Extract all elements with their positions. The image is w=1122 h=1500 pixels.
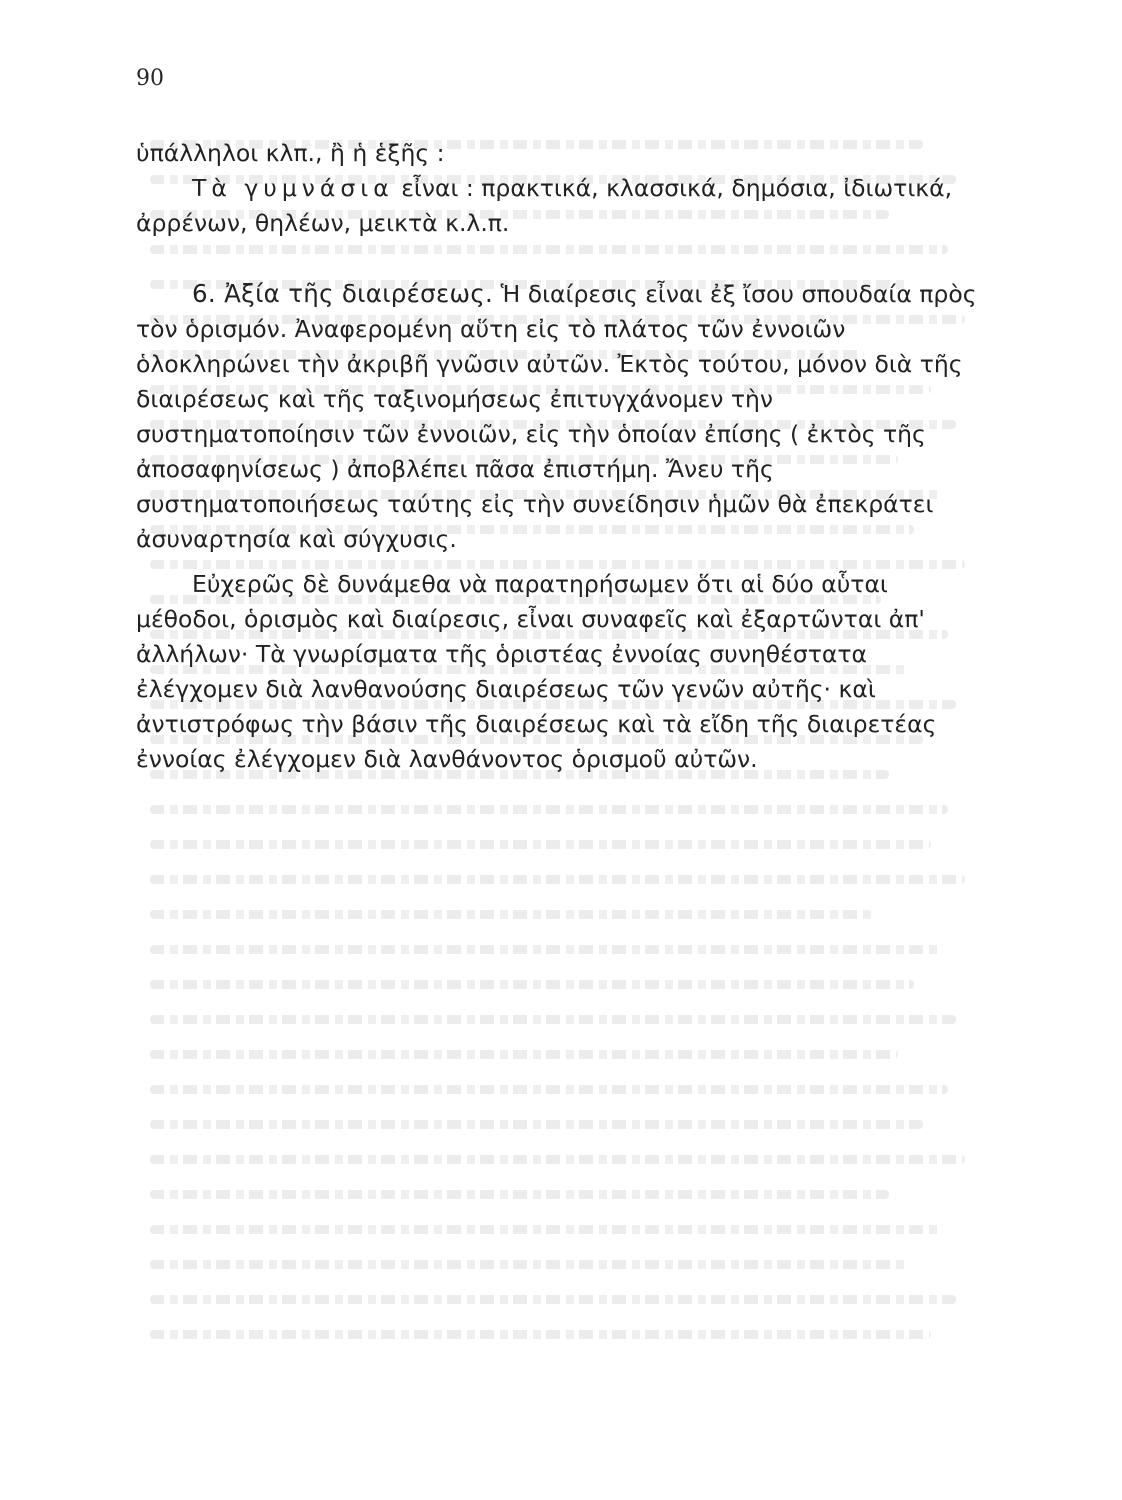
paragraph-example bbox=[136, 171, 978, 241]
emphasized-term: Τὰ γυμνάσια bbox=[192, 174, 394, 202]
page-number: 90 bbox=[136, 66, 164, 91]
body-text bbox=[136, 136, 978, 777]
section-heading: 6. Ἀξία τῆς διαιρέσεως. bbox=[192, 279, 494, 308]
paragraph-intro: ὑπάλληλοι κλπ., ἢ ἡ ἑξῆς : bbox=[136, 139, 445, 167]
paragraph-section-6 bbox=[136, 276, 978, 557]
paragraph-example-text: εἶναι : πρακτικά, κλασσικά, δημόσια, ἰδιωτικά, ἀρρένων, θηλέων, μεικτὰ κ.λ.π. bbox=[136, 174, 953, 237]
paragraph-conclusion: Εὐχερῶς δὲ δυνάμεθα νὰ παρατηρήσωμεν ὅτι αἱ δύο αὗται μέθοδοι, ὁρισμὸς καὶ διαίρεσις, εἶναι συναφεῖς καὶ ἐξαρτῶνται ἀπ' ἀλλήλων· Τὰ γνωρίσματα τῆς ὁριστέας ἐννοίας συνηθέστατα ἐλέγχομεν διὰ λανθανούσης διαιρέσεως τῶν γενῶν αὐτῆς· καὶ ἀντιστρόφως τὴν βάσιν τῆς διαιρέσεως καὶ τὰ εἴδη τῆς διαιρετέας ἐννοίας ἐλέγχομεν διὰ λανθάνοντος ὁρισμοῦ αὐτῶν. bbox=[136, 570, 937, 773]
paragraph-section-6-text: Ἡ διαίρεσις εἶναι ἐξ ἴσου σπουδαία πρὸς τὸν ὁρισμόν. Ἀναφερομένη αὕτη εἰς τὸ πλάτος τῶν ἐννοιῶν ὁλοκληρώνει τὴν ἀκριβῆ γνῶσιν αὐτῶν. Ἐκτὸς τούτου, μόνον διὰ τῆς διαιρέσεως καὶ τῆς ταξινομήσεως ἐπιτυγχάνομεν τὴν συστηματοποίησιν τῶν ἐννοιῶν, εἰς τὴν ὁποίαν ἐπίσης ( ἐκτὸς τῆς ἀποσαφηνίσεως ) ἀποβλέπει πᾶσα ἐπιστήμη. Ἄνευ τῆς συστηματοποιήσεως ταύτης εἰς τὴν συνείδησιν ἡμῶν θὰ ἐπεκράτει ἀσυναρτησία καὶ σύγχυσις. bbox=[136, 280, 977, 553]
